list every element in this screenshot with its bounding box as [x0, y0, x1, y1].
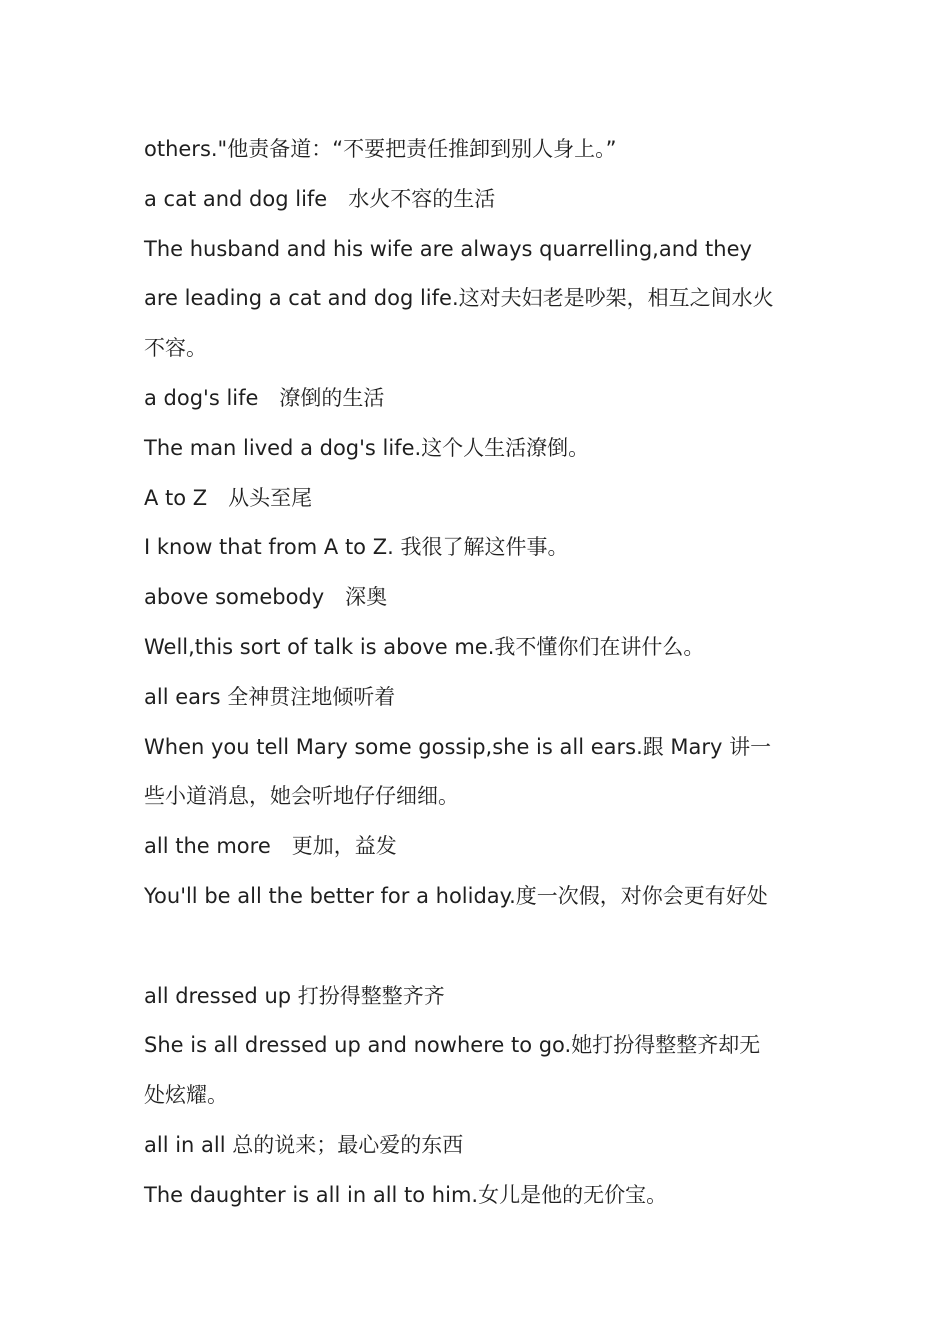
phrase-heading-all-in-all: all in all 总的说来；最心爱的东西	[144, 1132, 464, 1157]
example-sentence: 不容。	[144, 336, 207, 361]
example-sentence: The husband and his wife are always quarrelling,and they	[144, 236, 752, 261]
phrase-heading-all-the-more: all the more 更加，益发	[144, 834, 397, 859]
example-sentence: The daughter is all in all to him.女儿是他的无价宝。	[144, 1182, 668, 1207]
example-sentence: Well,this sort of talk is above me.我不懂你们在讲什么。	[144, 634, 705, 659]
text-line-1: others."他责备道：“不要把责任推卸到别人身上。”	[144, 137, 617, 161]
example-sentence: The man lived a dog's life.这个人生活潦倒。	[144, 435, 590, 460]
example-sentence: 处炫耀。	[144, 1083, 228, 1108]
example-sentence: When you tell Mary some gossip,she is all ears.跟 Mary 讲一	[144, 734, 772, 759]
phrase-heading-all-dressed-up: all dressed up 打扮得整整齐齐	[144, 983, 445, 1008]
phrase-heading-cat-and-dog-life: a cat and dog life 水火不容的生活	[144, 186, 496, 211]
example-sentence: She is all dressed up and nowhere to go.她打扮得整整齐却无	[144, 1033, 761, 1058]
example-sentence: I know that from A to Z. 我很了解这件事。	[144, 535, 569, 560]
document-body	[144, 125, 814, 1221]
example-sentence: are leading a cat and dog life.这对夫妇老是吵架，相互之间水火	[144, 286, 774, 311]
phrase-heading-dogs-life: a dog's life 潦倒的生活	[144, 385, 385, 410]
phrase-heading-all-ears: all ears 全神贯注地倾听着	[144, 684, 396, 709]
phrase-heading-a-to-z: A to Z 从头至尾	[144, 485, 313, 510]
example-sentence: 些小道消息，她会听地仔仔细细。	[144, 784, 459, 809]
phrase-heading-above-somebody: above somebody 深奥	[144, 585, 388, 610]
blank-line	[144, 922, 814, 972]
example-sentence: You'll be all the better for a holiday.度一次假，对你会更有好处	[144, 883, 768, 908]
